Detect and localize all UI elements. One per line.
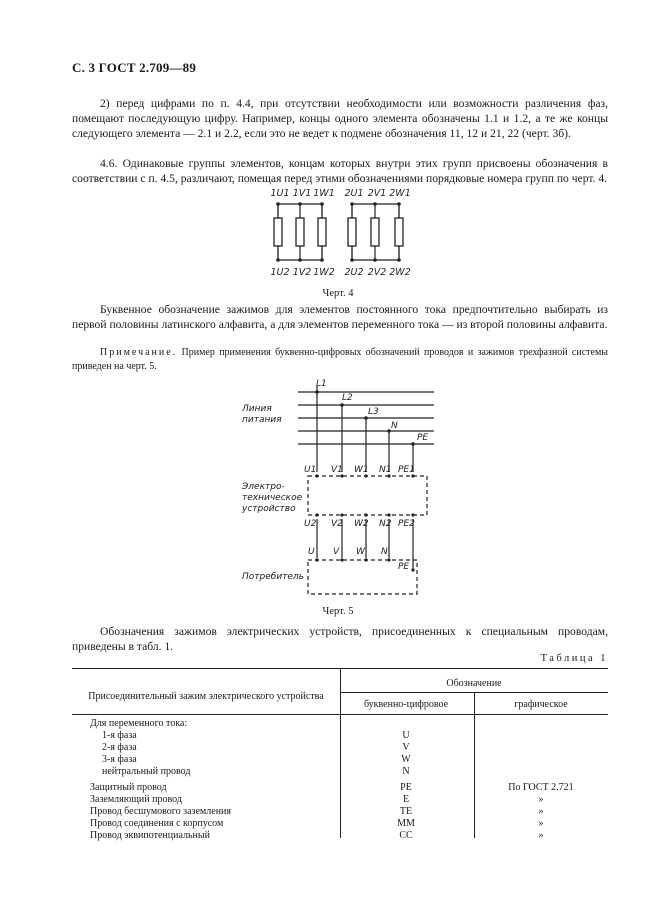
terminal-label: V [333, 547, 340, 557]
row-code: W [401, 754, 411, 765]
row-name: Провод бесшумового заземления [90, 806, 231, 817]
table-title: Таблица 1 [540, 653, 608, 664]
terminal-label: 1V1 [292, 188, 312, 199]
figure-4-diagram [255, 184, 415, 280]
terminal-label: W1 [354, 465, 369, 475]
row-code: N [402, 766, 410, 777]
paragraph-text: Буквенное обозначение зажимов для элементов постоянного тока предпочтительно выбирать из первой половины латинского алфавита, а для элементов переменного тока — из второй половины алфавита. [72, 303, 608, 331]
block-consumer-label: Потребитель [242, 572, 305, 582]
terminal-label: 2W1 [389, 188, 411, 199]
table-header-terminal: Присоединительный зажим электрического устройства [88, 691, 324, 702]
row-name: Защитный провод [90, 782, 167, 793]
terminal-label: 1W2 [313, 267, 335, 278]
table-header-graphic: графическое [514, 699, 568, 710]
table-rule-header [72, 714, 608, 715]
resistor [348, 218, 356, 246]
terminal-label: 2U1 [344, 188, 364, 199]
terminal-label: W [356, 547, 365, 557]
terminal-label: N1 [379, 465, 392, 475]
terminal-label: V1 [331, 465, 343, 475]
row-name: 1-я фаза [102, 730, 137, 741]
row-code: E [402, 794, 410, 805]
page-header: С. 3 ГОСТ 2.709—89 [72, 60, 197, 75]
paragraph-text: 2) перед цифрами по п. 4.4, при отсутствии необходимости или возможности различения фаз, помещают последующую цифру. Например, концы одного элемента обозначены 1.1 и 1.2, а те же концы следующего элемента — 2.1 и 2.2, если это не ведет к подмене обозначения 11, 12 и 21, 22 (черт. 3б). [72, 97, 608, 140]
row-code: MM [397, 818, 415, 829]
terminal-label: U1 [304, 465, 317, 475]
note-label: Примечание. [100, 347, 178, 358]
row-name: нейтральный провод [102, 766, 191, 777]
terminal-label: PE2 [398, 519, 415, 529]
terminal-label: U2 [304, 519, 317, 529]
paragraph-item-2 [72, 96, 608, 141]
row-name: 3-я фаза [102, 754, 137, 765]
terminal-label: 1U1 [270, 188, 290, 199]
row-code: CC [399, 830, 413, 841]
note-text: Пример применения буквенно-цифровых обозначений проводов и зажимов трехфазной системы приведен на черт. 5. [72, 347, 608, 372]
terminal-label: V2 [331, 519, 343, 529]
row-code: PE [400, 782, 412, 793]
terminal-label: PE1 [398, 465, 415, 475]
row-name: Провод соединения с корпусом [90, 818, 224, 829]
terminal-label: U [308, 547, 315, 557]
terminal-label: W2 [354, 519, 369, 529]
paragraph-letters [72, 302, 608, 332]
terminal-label: 2V1 [367, 188, 387, 199]
terminal-label: 2W2 [389, 267, 411, 278]
note [72, 346, 608, 374]
figure-4-caption: Черт. 4 [322, 288, 354, 299]
resistor [318, 218, 326, 246]
row-name: 2-я фаза [102, 742, 137, 753]
row-name: Заземляющий провод [90, 794, 182, 805]
resistor [296, 218, 304, 246]
row-graphic: » [538, 806, 544, 817]
line-label-pe: PE [417, 433, 429, 443]
paragraph-4-6 [72, 156, 608, 186]
terminal-label: 2V2 [367, 267, 387, 278]
row-graphic: По ГОСТ 2.721 [508, 782, 574, 793]
row-code: V [402, 742, 410, 753]
line-label-l2: L2 [342, 393, 353, 403]
paragraph-table-ref [72, 624, 608, 654]
table-rule-sub [340, 692, 608, 693]
terminal-label: PE [398, 562, 410, 572]
line-label-l1: L1 [316, 379, 327, 389]
resistor [371, 218, 379, 246]
terminal-label: 2U2 [344, 267, 364, 278]
row-graphic: » [538, 794, 544, 805]
terminal-label: 1W1 [313, 188, 335, 199]
terminal-label: 1V2 [292, 267, 312, 278]
paragraph-text: Обозначения зажимов электрических устройств, присоединенных к специальным проводам, приведены в табл. 1. [72, 625, 608, 653]
terminal-label: N2 [379, 519, 392, 529]
resistor [274, 218, 282, 246]
terminal-label: N [381, 547, 388, 557]
resistor [395, 218, 403, 246]
block-device-label: Электро-техническое устройство [242, 482, 303, 514]
block-supply-label: Линия питания [242, 404, 282, 425]
row-graphic: » [538, 818, 544, 829]
line-label-l3: L3 [368, 407, 379, 417]
row-graphic: » [538, 830, 544, 841]
figure-5-caption: Черт. 5 [322, 606, 354, 617]
line-label-n: N [391, 421, 398, 431]
row-code: U [402, 730, 410, 741]
terminal-label: 1U2 [270, 267, 290, 278]
row-code: TE [399, 806, 413, 817]
paragraph-text: 4.6. Одинаковые группы элементов, концам которых внутри этих групп присвоены обозначения в соответствии с п. 4.5, различают, помещая перед этими обозначениями порядковые номера групп по черт. 4. [72, 157, 608, 185]
table-header-alnum: буквенно-цифровое [363, 699, 449, 710]
table-header-designation: Обозначение [446, 678, 502, 689]
table-section-label: Для переменного тока: [90, 718, 188, 729]
row-name: Провод эквипотенциальный [90, 830, 210, 841]
